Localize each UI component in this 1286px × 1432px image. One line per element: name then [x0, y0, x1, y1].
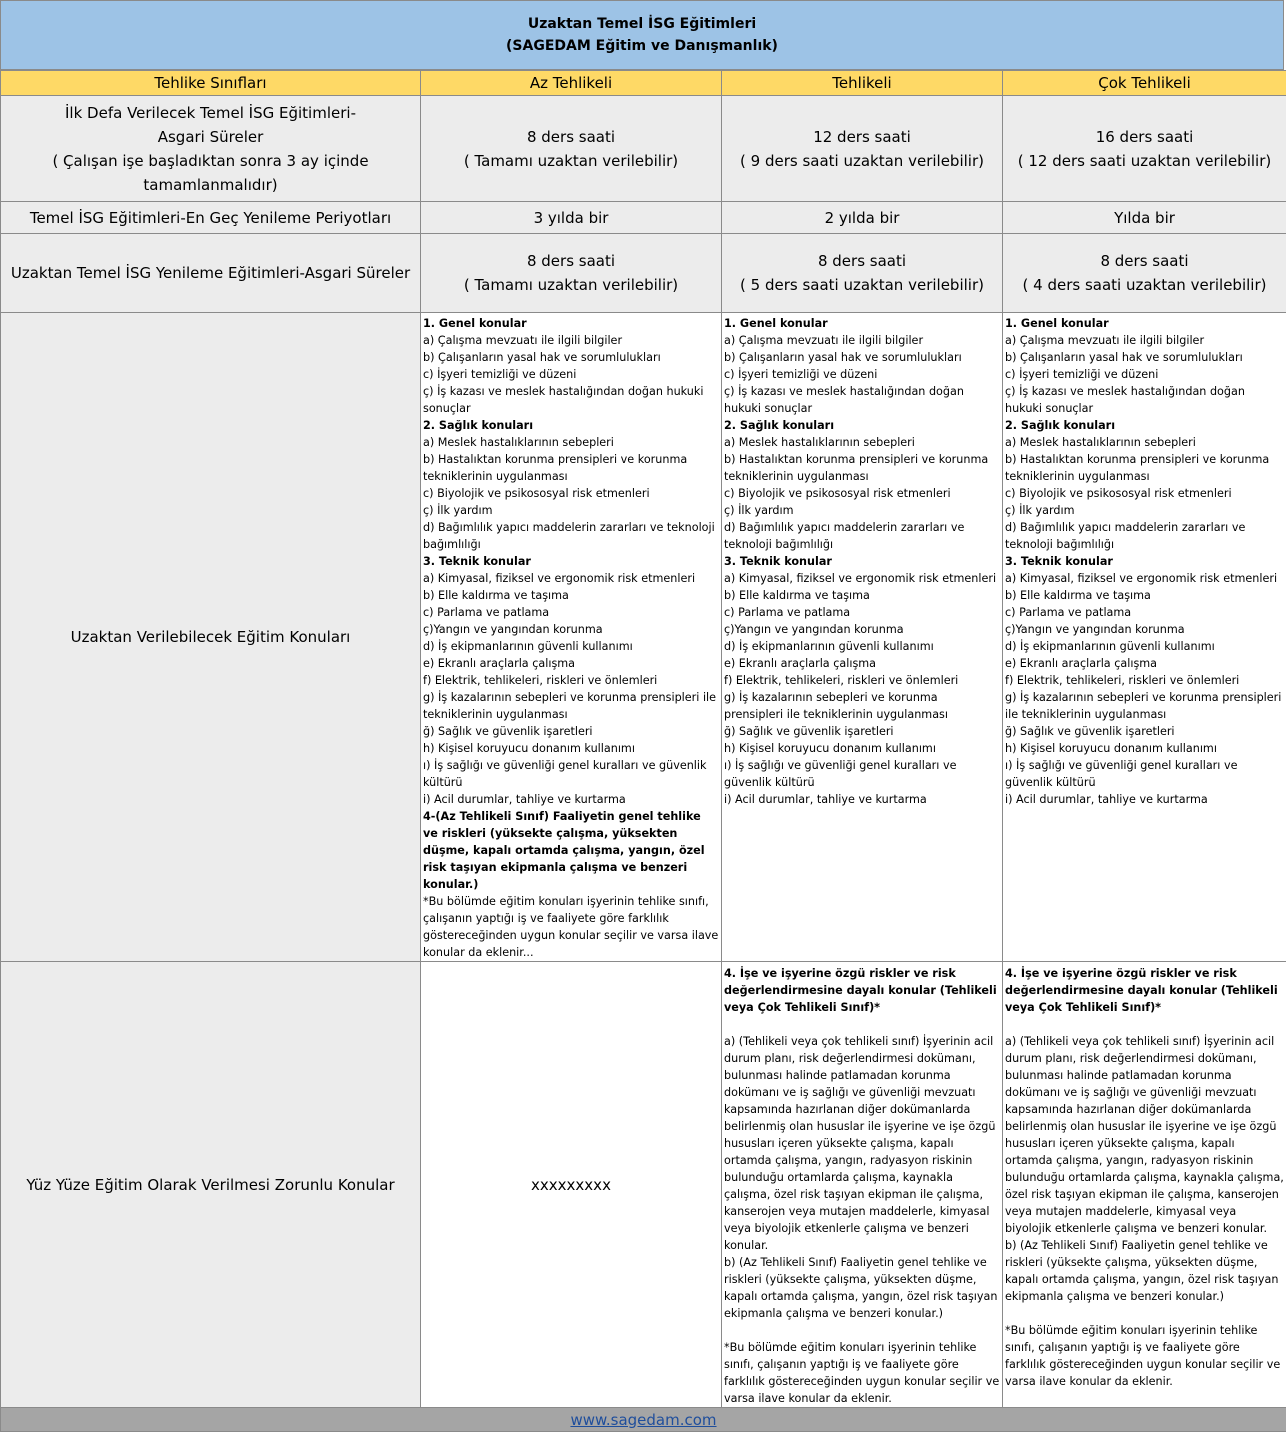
topic-line: ç)Yangın ve yangından korunma: [724, 621, 1000, 638]
column-header-hazard-classes: Tehlike Sınıfları: [1, 71, 421, 96]
column-header-very-hazardous: Çok Tehlikeli: [1003, 71, 1286, 96]
topic-line: g) İş kazalarının sebepleri ve korunma prensipleri ile tekniklerinin uygulanması: [724, 689, 1000, 723]
topic-line: a) Kimyasal, fiziksel ve ergonomik risk etmenleri: [1005, 570, 1284, 587]
topic-line: 2. Sağlık konuları: [423, 417, 719, 434]
footer-row: [1, 1408, 1286, 1432]
topic-line: c) İşyeri temizliği ve düzeni: [724, 366, 1000, 383]
cell-f2f-very-hazardous: [1003, 962, 1286, 1408]
topic-line: d) Bağımlılık yapıcı maddelerin zararları ve teknoloji bağımlılığı: [423, 519, 719, 553]
website-link[interactable]: www.sagedam.com: [570, 1411, 716, 1429]
topic-line: a) (Tehlikeli veya çok tehlikeli sınıf) İşyerinin acil durum planı, risk değerlendirmesi dokümanı, bulunması halinde patlamadan korunma dokümanı ve iş sağlığı ve güvenliği mevzuatı kapsamında hazırlanan diğer dokümanlarda belirlenmiş olan hususlar ile işyerine ve işe özgü hususları içeren yüksekte çalışma, kapalı ortamda çalışma, yangın, radyasyon riskinin bulunduğu ortamlarda çalışma, kaynakla çalışma, özel risk taşıyan ekipman ile çalışma, kanserojen veya mutajen maddelerle, kimyasal veya biyolojik etkenlerle çalışma ve benzeri konular.: [724, 1033, 1000, 1254]
row-label-period: Temel İSG Eğitimleri-En Geç Yenileme Periyotları: [1, 202, 421, 234]
topic-line: b) Çalışanların yasal hak ve sorumlulukları: [423, 349, 719, 366]
topic-line: 1. Genel konular: [423, 315, 719, 332]
topic-line: a) Çalışma mevzuatı ile ilgili bilgiler: [423, 332, 719, 349]
topic-line: [724, 1322, 1000, 1339]
table-row-initial-training: [1, 96, 1286, 202]
topic-line: b) Elle kaldırma ve taşıma: [1005, 587, 1284, 604]
topic-line: ç) İlk yardım: [1005, 502, 1284, 519]
topic-line: ç)Yangın ve yangından korunma: [423, 621, 719, 638]
table-row-renewal-training: [1, 234, 1286, 313]
topic-line: i) Acil durumlar, tahliye ve kurtarma: [1005, 791, 1284, 808]
topic-line: g) İş kazalarının sebepleri ve korunma prensipleri ile tekniklerinin uygulanması: [423, 689, 719, 723]
topic-line: e) Ekranlı araçlarla çalışma: [423, 655, 719, 672]
topic-line: *Bu bölümde eğitim konuları işyerinin tehlike sınıfı, çalışanın yaptığı iş ve faaliyete göre farklılık göstereceğinden uygun konular seçilir ve varsa ilave konular da eklenir...: [423, 893, 719, 961]
topic-line: g) İş kazalarının sebepleri ve korunma prensipleri ile tekniklerinin uygulanması: [1005, 689, 1284, 723]
topic-line: ç) İş kazası ve meslek hastalığından doğan hukuki sonuçlar: [724, 383, 1000, 417]
topic-line: d) İş ekipmanlarının güvenli kullanımı: [724, 638, 1000, 655]
topic-line: e) Ekranlı araçlarla çalışma: [1005, 655, 1284, 672]
topic-line: c) Biyolojik ve psikososyal risk etmenleri: [724, 485, 1000, 502]
topic-line: [1005, 1016, 1284, 1033]
topic-line: b) (Az Tehlikeli Sınıf) Faaliyetin genel tehlike ve riskleri (yüksekte çalışma, yüksekten düşme, kapalı ortamda çalışma, yangın, özel risk taşıyan ekipmanla çalışma ve benzeri konular.): [1005, 1237, 1284, 1305]
topic-line: *Bu bölümde eğitim konuları işyerinin tehlike sınıfı, çalışanın yaptığı iş ve faaliyete göre farklılık göstereceğinden uygun konular seçilir ve varsa ilave konular da eklenir.: [1005, 1322, 1284, 1390]
table-row-remote-topics: [1, 313, 1286, 962]
cell-renewal-low: 8 ders saati ( Tamamı uzaktan verilebilir): [421, 234, 722, 313]
topic-line: ı) İş sağlığı ve güvenliği genel kuralları ve güvenlik kültürü: [724, 757, 1000, 791]
topic-line: ı) İş sağlığı ve güvenliği genel kuralları ve güvenlik kültürü: [1005, 757, 1284, 791]
topic-line: a) Meslek hastalıklarının sebepleri: [1005, 434, 1284, 451]
row-label-initial: İlk Defa Verilecek Temel İSG Eğitimleri- Asgari Süreler ( Çalışan işe başladıktan sonra 3 ay içinde tamamlanmalıdır): [1, 96, 421, 202]
topic-line: e) Ekranlı araçlarla çalışma: [724, 655, 1000, 672]
cell-initial-hazardous: 12 ders saati ( 9 ders saati uzaktan verilebilir): [722, 96, 1003, 202]
topic-line: a) Kimyasal, fiziksel ve ergonomik risk etmenleri: [423, 570, 719, 587]
topic-line: c) Parlama ve patlama: [1005, 604, 1284, 621]
topic-line: ç) İş kazası ve meslek hastalığından doğan hukuki sonuçlar: [1005, 383, 1284, 417]
cell-remote-very-hazardous: [1003, 313, 1286, 962]
topic-line: 3. Teknik konular: [1005, 553, 1284, 570]
row-label-remote-topics: Uzaktan Verilebilecek Eğitim Konuları: [1, 313, 421, 962]
topic-line: c) Biyolojik ve psikososyal risk etmenleri: [1005, 485, 1284, 502]
topic-line: c) İşyeri temizliği ve düzeni: [1005, 366, 1284, 383]
topic-line: b) (Az Tehlikeli Sınıf) Faaliyetin genel tehlike ve riskleri (yüksekte çalışma, yüksekten düşme, kapalı ortamda çalışma, yangın, özel risk taşıyan ekipmanla çalışma ve benzeri konular.): [724, 1254, 1000, 1322]
topic-line: 4-(Az Tehlikeli Sınıf) Faaliyetin genel tehlike ve riskleri (yüksekte çalışma, yüksekten düşme, kapalı ortamda çalışma, yangın, özel risk taşıyan ekipmanla çalışma ve benzeri konular.): [423, 808, 719, 893]
topic-line: f) Elektrik, tehlikeleri, riskleri ve önlemleri: [1005, 672, 1284, 689]
topic-line: h) Kişisel koruyucu donanım kullanımı: [724, 740, 1000, 757]
topic-line: a) Meslek hastalıklarının sebepleri: [423, 434, 719, 451]
topic-line: b) Elle kaldırma ve taşıma: [724, 587, 1000, 604]
topic-line: ç) İlk yardım: [423, 502, 719, 519]
topic-line: h) Kişisel koruyucu donanım kullanımı: [423, 740, 719, 757]
cell-period-low: 3 yılda bir: [421, 202, 722, 234]
topic-line: *Bu bölümde eğitim konuları işyerinin tehlike sınıfı, çalışanın yaptığı iş ve faaliyete göre farklılık göstereceğinden uygun konular seçilir ve varsa ilave konular da eklenir.: [724, 1339, 1000, 1407]
topic-line: ç) İş kazası ve meslek hastalığından doğan hukuki sonuçlar: [423, 383, 719, 417]
topic-line: ğ) Sağlık ve güvenlik işaretleri: [724, 723, 1000, 740]
topic-line: ı) İş sağlığı ve güvenliği genel kuralları ve güvenlik kültürü: [423, 757, 719, 791]
column-header-low-hazard: Az Tehlikeli: [421, 71, 722, 96]
topic-line: 2. Sağlık konuları: [724, 417, 1000, 434]
cell-renewal-very-hazardous: 8 ders saati ( 4 ders saati uzaktan verilebilir): [1003, 234, 1286, 313]
topic-line: b) Çalışanların yasal hak ve sorumlulukları: [1005, 349, 1284, 366]
topic-line: b) Hastalıktan korunma prensipleri ve korunma tekniklerinin uygulanması: [1005, 451, 1284, 485]
topic-line: d) Bağımlılık yapıcı maddelerin zararları ve teknoloji bağımlılığı: [724, 519, 1000, 553]
topic-line: 4. İşe ve işyerine özgü riskler ve risk değerlendirmesine dayalı konular (Tehlikeli veya Çok Tehlikeli Sınıf)*: [1005, 965, 1284, 1016]
topic-line: 3. Teknik konular: [724, 553, 1000, 570]
topic-line: [1005, 1305, 1284, 1322]
topic-line: b) Hastalıktan korunma prensipleri ve korunma tekniklerinin uygulanması: [724, 451, 1000, 485]
topic-line: a) Çalışma mevzuatı ile ilgili bilgiler: [1005, 332, 1284, 349]
topic-line: d) İş ekipmanlarının güvenli kullanımı: [423, 638, 719, 655]
topic-line: ç) İlk yardım: [724, 502, 1000, 519]
cell-initial-low: 8 ders saati ( Tamamı uzaktan verilebilir): [421, 96, 722, 202]
table-title: [0, 0, 1284, 70]
topic-line: f) Elektrik, tehlikeleri, riskleri ve önlemleri: [724, 672, 1000, 689]
cell-initial-very-hazardous: 16 ders saati ( 12 ders saati uzaktan verilebilir): [1003, 96, 1286, 202]
topic-line: 2. Sağlık konuları: [1005, 417, 1284, 434]
table-row-renewal-period: [1, 202, 1286, 234]
topic-line: h) Kişisel koruyucu donanım kullanımı: [1005, 740, 1284, 757]
topic-line: c) Parlama ve patlama: [423, 604, 719, 621]
topic-line: i) Acil durumlar, tahliye ve kurtarma: [724, 791, 1000, 808]
topic-line: d) Bağımlılık yapıcı maddelerin zararları ve teknoloji bağımlılığı: [1005, 519, 1284, 553]
column-header-hazardous: Tehlikeli: [722, 71, 1003, 96]
topic-line: b) Elle kaldırma ve taşıma: [423, 587, 719, 604]
topic-line: ç)Yangın ve yangından korunma: [1005, 621, 1284, 638]
cell-f2f-hazardous: [722, 962, 1003, 1408]
row-label-renewal: Uzaktan Temel İSG Yenileme Eğitimleri-Asgari Süreler: [1, 234, 421, 313]
topic-line: a) Çalışma mevzuatı ile ilgili bilgiler: [724, 332, 1000, 349]
cell-period-very-hazardous: Yılda bir: [1003, 202, 1286, 234]
topic-line: a) Kimyasal, fiziksel ve ergonomik risk etmenleri: [724, 570, 1000, 587]
topic-line: ğ) Sağlık ve güvenlik işaretleri: [1005, 723, 1284, 740]
cell-remote-hazardous: [722, 313, 1003, 962]
topic-line: c) Parlama ve patlama: [724, 604, 1000, 621]
cell-period-hazardous: 2 yılda bir: [722, 202, 1003, 234]
topic-line: b) Hastalıktan korunma prensipleri ve korunma tekniklerinin uygulanması: [423, 451, 719, 485]
topic-line: [724, 1016, 1000, 1033]
topic-line: c) Biyolojik ve psikososyal risk etmenleri: [423, 485, 719, 502]
topic-line: f) Elektrik, tehlikeleri, riskleri ve önlemleri: [423, 672, 719, 689]
table-row-face-to-face: [1, 962, 1286, 1408]
header-row: [1, 71, 1286, 96]
cell-renewal-hazardous: 8 ders saati ( 5 ders saati uzaktan verilebilir): [722, 234, 1003, 313]
cell-f2f-low: xxxxxxxxx: [421, 962, 722, 1408]
topic-line: i) Acil durumlar, tahliye ve kurtarma: [423, 791, 719, 808]
topic-line: 4. İşe ve işyerine özgü riskler ve risk değerlendirmesine dayalı konular (Tehlikeli veya Çok Tehlikeli Sınıf)*: [724, 965, 1000, 1016]
cell-remote-low: [421, 313, 722, 962]
topic-line: a) (Tehlikeli veya çok tehlikeli sınıf) İşyerinin acil durum planı, risk değerlendirmesi dokümanı, bulunması halinde patlamadan korunma dokümanı ve iş sağlığı ve güvenliği mevzuatı kapsamında hazırlanan diğer dokümanlarda belirlenmiş olan hususlar ile işyerine ve işe özgü hususları içeren yüksekte çalışma, kapalı ortamda çalışma, yangın, radyasyon riskinin bulunduğu ortamlarda çalışma, kaynakla çalışma, özel risk taşıyan ekipman ile çalışma, kanserojen veya mutajen maddelerle, kimyasal veya biyolojik etkenlerle çalışma ve benzeri konular.: [1005, 1033, 1284, 1237]
topic-line: 3. Teknik konular: [423, 553, 719, 570]
topic-line: c) İşyeri temizliği ve düzeni: [423, 366, 719, 383]
topic-line: d) İş ekipmanlarının güvenli kullanımı: [1005, 638, 1284, 655]
topic-line: 1. Genel konular: [724, 315, 1000, 332]
topic-line: a) Meslek hastalıklarının sebepleri: [724, 434, 1000, 451]
topic-line: 1. Genel konular: [1005, 315, 1284, 332]
training-table: [0, 70, 1286, 1432]
title-line-1: Uzaktan Temel İSG Eğitimleri: [1, 13, 1283, 35]
row-label-face-to-face: Yüz Yüze Eğitim Olarak Verilmesi Zorunlu Konular: [1, 962, 421, 1408]
topic-line: ğ) Sağlık ve güvenlik işaretleri: [423, 723, 719, 740]
title-line-2: (SAGEDAM Eğitim ve Danışmanlık): [1, 35, 1283, 57]
topic-line: b) Çalışanların yasal hak ve sorumlulukları: [724, 349, 1000, 366]
footer-cell: [1, 1408, 1286, 1432]
